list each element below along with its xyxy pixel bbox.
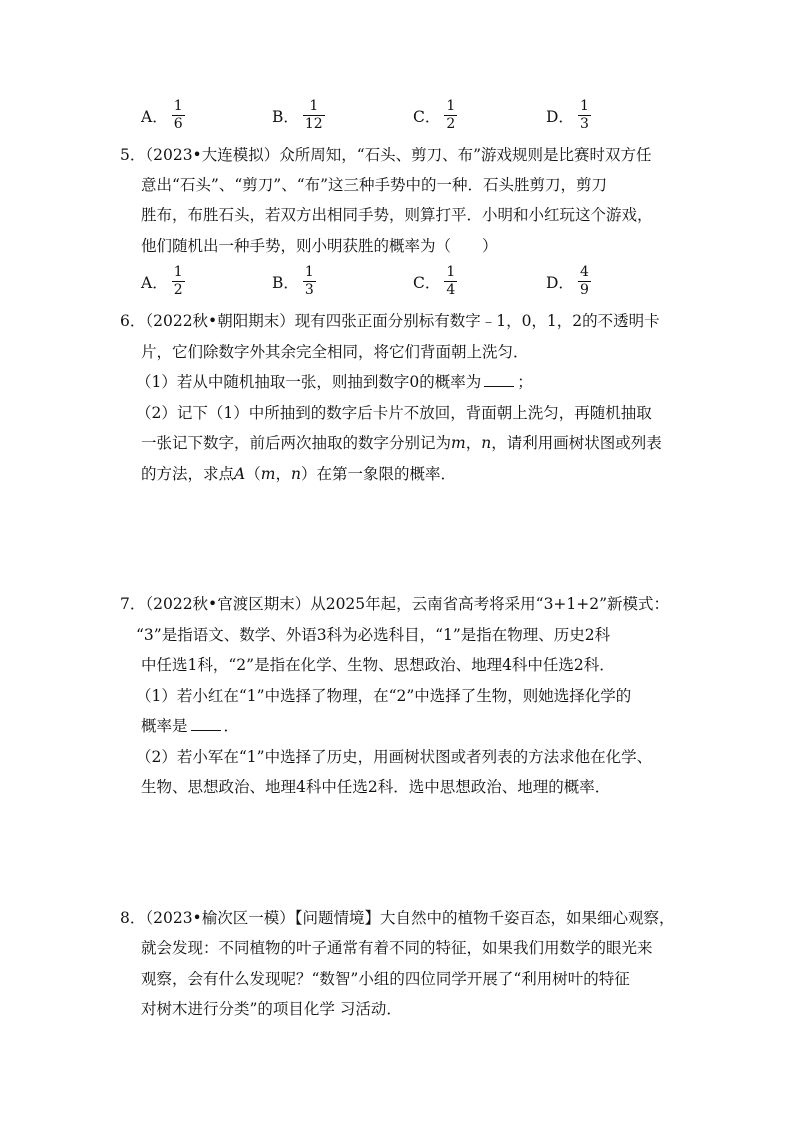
q7-line-2: “3”是指语文、数学、外语3科为必选科目，“1”是指在物理、历史2科	[136, 626, 611, 644]
var-n: n	[290, 465, 301, 483]
q4-choice-c	[413, 99, 457, 132]
answer-blank	[191, 716, 221, 731]
denominator: 12	[304, 116, 323, 132]
q6-line-5	[141, 433, 662, 453]
choice-label: A．	[141, 107, 168, 126]
separator: ，	[465, 434, 482, 452]
q5-choice-b	[272, 265, 316, 298]
q6-line-6	[141, 464, 456, 484]
q6-line-2: 片，它们除数字外其余完全相同，将它们背面朝上洗匀．	[141, 343, 529, 361]
q6-point-text: 的方法，求点	[141, 465, 235, 483]
fraction	[172, 99, 185, 132]
fraction	[578, 265, 591, 298]
q7-line-6: （2）若小军在“1”中选择了历史，用画树状图或者列表的方法求他在化学、	[136, 748, 653, 766]
numerator: 1	[173, 264, 183, 280]
answer-blank	[484, 372, 514, 387]
q6-point-text-end: ）在第一象限的概率．	[300, 465, 456, 483]
numerator: 4	[579, 264, 589, 280]
numerator: 1	[579, 98, 589, 114]
numerator: 1	[309, 98, 319, 114]
denominator: 9	[579, 282, 589, 298]
punctuation: ；	[517, 373, 533, 391]
var-n: n	[481, 434, 492, 452]
fraction	[578, 99, 591, 132]
q6-line-1: 6．（2022秋•朝阳期末）现有四张正面分别标有数字﹣1，0，1，2的不透明卡	[120, 312, 660, 330]
q5-choice-c	[413, 265, 457, 298]
q7-line-1: 7．（2022秋•官渡区期末）从2025年起，云南省高考将采用“3+1+2”新模式：	[120, 595, 670, 613]
fraction	[444, 265, 457, 298]
var-m: m	[260, 465, 276, 483]
choice-label: D．	[546, 107, 574, 126]
fraction	[303, 265, 316, 298]
q7-line-5	[141, 716, 239, 736]
numerator: 1	[446, 264, 456, 280]
q4-choice-b	[272, 99, 325, 132]
numerator: 1	[173, 98, 183, 114]
choice-label: C．	[413, 107, 441, 126]
fraction	[444, 99, 457, 132]
q8-line-2: 就会发现：不同植物的叶子通常有着不同的特征，如果我们用数学的眼光来	[141, 939, 653, 957]
fraction	[172, 265, 185, 298]
q8-line-4: 对树木进行分类”的项目化学 习活动．	[141, 1000, 402, 1018]
q8-line-1: 8．（2023•榆次区一模）【问题情境】大自然中的植物千姿百态，如果细心观察，	[120, 909, 675, 927]
q6-part2-text-end: ，请利用画树状图或列表	[491, 434, 662, 452]
q8-line-3: 观察，会有什么发现呢？“数智”小组的四位同学开展了“利用树叶的特征	[141, 970, 630, 988]
choice-label: A．	[141, 273, 168, 292]
choice-label: B．	[272, 273, 299, 292]
denominator: 3	[579, 116, 589, 132]
q5-choice-d	[546, 265, 591, 298]
q5-line-2: 意出“石头”、“剪刀”、“布”这三种手势中的一种．石头胜剪刀，剪刀	[141, 176, 608, 194]
denominator: 3	[304, 282, 314, 298]
q7-line-7: 生物、思想政治、地理4科中任选2科．选中思想政治、地理的概率．	[141, 778, 611, 796]
q6-part2-text: 一张记下数字，前后两次抽取的数字分别记为	[141, 434, 452, 452]
q5-line-4: 他们随机出一种手势，则小明获胜的概率为（ ）	[141, 237, 498, 255]
q6-line-3	[136, 372, 533, 392]
q7-line-3: 中任选1科，“2”是指在化学、生物、思想政治、地理4科中任选2科．	[141, 656, 615, 674]
q6-line-4: （2）记下（1）中所抽到的数字后卡片不放回，背面朝上洗匀，再随机抽取	[136, 404, 652, 422]
choice-label: D．	[546, 273, 574, 292]
var-A: A	[234, 465, 246, 483]
choice-label: C．	[413, 273, 441, 292]
denominator: 4	[446, 282, 456, 298]
q4-choice-a	[141, 99, 185, 132]
separator: ，	[275, 465, 291, 483]
q7-line-4: （1）若小红在“1”中选择了物理，在“2”中选择了生物，则她选择化学的	[136, 687, 632, 705]
q6-part1-text: （1）若从中随机抽取一张，则抽到数字0的概率为	[136, 373, 482, 391]
choice-label: B．	[272, 107, 299, 126]
fraction	[303, 99, 325, 132]
q4-choice-d	[546, 99, 591, 132]
numerator: 1	[304, 264, 314, 280]
q5-choice-a	[141, 265, 185, 298]
denominator: 2	[446, 116, 456, 132]
paren-open: （	[245, 465, 261, 483]
denominator: 6	[173, 116, 183, 132]
punctuation: ．	[223, 717, 240, 735]
q5-line-1: 5．（2023•大连模拟）众所周知，“石头、剪刀、布”游戏规则是比赛时双方任	[120, 146, 652, 164]
q7-part1-text: 概率是	[141, 717, 188, 735]
q5-line-3: 胜布，布胜石头，若双方出相同手势，则算打平．小明和小红玩这个游戏，	[141, 206, 653, 224]
denominator: 2	[173, 282, 183, 298]
numerator: 1	[446, 98, 456, 114]
var-m: m	[451, 434, 466, 452]
